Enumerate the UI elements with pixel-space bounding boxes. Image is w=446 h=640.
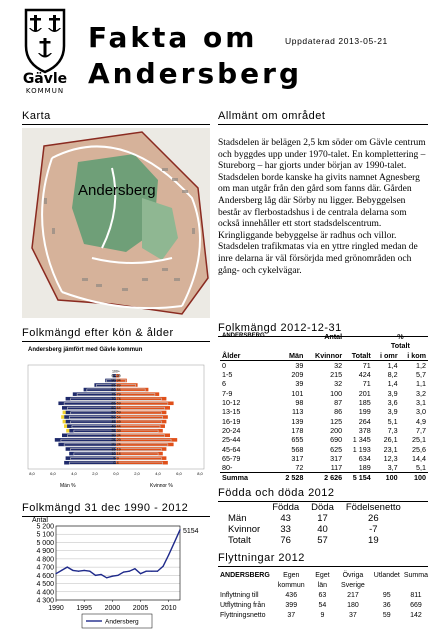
- births-cell: 19: [368, 535, 379, 546]
- population-cell: 113: [291, 407, 304, 417]
- line-point: [146, 571, 147, 572]
- moving-col-header: Summa: [403, 572, 428, 579]
- line-point: [123, 571, 124, 572]
- pyramid-bar-women: [116, 456, 166, 460]
- crest-icon: [22, 8, 68, 74]
- table-row: [218, 601, 430, 611]
- line-ytick-label: 4 900: [36, 548, 54, 556]
- moving-col-header: Övriga Sverige: [341, 572, 365, 589]
- general-text: [218, 138, 428, 277]
- moving-cell: Inflyttning till: [220, 592, 259, 599]
- pyramid-tick-label: 4,0: [71, 471, 77, 476]
- pyramid-tick-label: 2,0: [92, 471, 98, 476]
- population-cell: 26,1: [383, 435, 398, 445]
- population-cell: 23,1: [383, 444, 398, 454]
- population-cell: 5,1: [387, 416, 398, 426]
- births-cell: 40: [317, 524, 328, 535]
- pyramid-bar-men: [69, 452, 116, 456]
- population-cell: 100: [330, 388, 343, 398]
- pyramid-age-label: 95-99: [111, 374, 121, 379]
- pyramid-bar-men: [66, 447, 116, 451]
- pyramid-age-label: 60-64: [111, 406, 121, 411]
- population-cell: 32: [334, 379, 343, 389]
- pyramid-tick-label: 2,0: [134, 471, 140, 476]
- population-cell: 1 345: [352, 435, 371, 445]
- population-cell: 5,7: [416, 370, 426, 380]
- pyramid-bar-women: [116, 461, 168, 465]
- pyramid-age-label: 65-69: [111, 401, 121, 406]
- table-row: [218, 591, 430, 601]
- table-row: [220, 445, 428, 454]
- line-point: [174, 542, 175, 543]
- population-sum-cell: 100: [385, 473, 398, 483]
- pyramid-bar-women: [116, 424, 165, 428]
- pyramid-highlight-men: [63, 420, 66, 424]
- pyramid-bar-women: [116, 443, 174, 447]
- logo-subtext: KOMMUN: [25, 87, 65, 95]
- line-point: [129, 571, 130, 572]
- table-row: [222, 513, 407, 524]
- line-point: [72, 570, 73, 571]
- births-cell: -7: [369, 524, 378, 535]
- line-ytick-label: 5 100: [36, 531, 54, 539]
- logo-text: Gävle: [22, 71, 68, 87]
- population-cell: 25,6: [412, 444, 426, 454]
- pyramid-bar-men: [62, 406, 116, 410]
- births-cell: 33: [280, 524, 291, 535]
- general-paragraph-1: Stadsdelen är belägen 2,5 km söder om Gävle centrum och byggdes upp under 1970-talet. En komplettering – Stureborg – har gjorts under början av 1990-talet.: [218, 138, 426, 172]
- table-row: [220, 454, 428, 463]
- population-cell: 117: [330, 463, 343, 473]
- table-row: [220, 417, 428, 426]
- moving-cell: 142: [410, 612, 422, 619]
- moving-table: [218, 571, 430, 621]
- population-cell: 71: [362, 360, 371, 370]
- pyramid-bar-men: [73, 392, 116, 396]
- births-cell: 17: [317, 513, 328, 524]
- population-cell: 39: [295, 360, 304, 370]
- table-row: [218, 611, 430, 621]
- pyramid-bar-women: [116, 406, 170, 410]
- population-col-header: i kom: [407, 350, 426, 360]
- population-cell: 12,3: [383, 453, 398, 463]
- population-cell: 7,3: [387, 425, 398, 435]
- map-district-label: Andersberg: [78, 182, 156, 199]
- population-col-header: Ålder: [222, 350, 241, 360]
- population-sum-cell: Summa: [222, 473, 248, 483]
- population-cell: 125: [330, 416, 343, 426]
- population-cell: 10-12: [222, 398, 241, 408]
- births-cell: Totalt: [228, 535, 251, 546]
- table-row: [220, 360, 428, 370]
- municipality-logo: [22, 8, 68, 98]
- pyramid-bar-men: [67, 424, 116, 428]
- moving-cell: 63: [318, 592, 327, 599]
- population-cell: 201: [358, 388, 371, 398]
- line-point: [61, 570, 62, 571]
- table-row: [222, 524, 407, 535]
- line-xtick-label: 1995: [76, 605, 92, 612]
- pyramid-bar-women: [116, 397, 166, 401]
- pyramid-bar-women: [116, 392, 159, 396]
- table-row: [220, 463, 428, 473]
- pyramid-age-label: 20-24: [111, 442, 121, 447]
- pyramid-age-label: 30-34: [111, 433, 121, 438]
- line-chart: [22, 516, 210, 634]
- table-row: [220, 407, 428, 416]
- population-sum-cell: 100: [414, 473, 426, 483]
- moving-cell: 36: [382, 602, 391, 609]
- population-sum-cell: 5 154: [352, 473, 371, 483]
- line-ytick-label: 4 300: [36, 597, 54, 605]
- population-pct-header: %: [397, 332, 404, 341]
- pyramid-chart: [22, 345, 210, 493]
- births-section-title: Födda och döda 2012: [218, 487, 428, 502]
- moving-col-header: Utlandet: [373, 572, 400, 579]
- line-point: [67, 567, 68, 568]
- pyramid-section-title: Folkmängd efter kön & ålder: [22, 327, 210, 342]
- population-cell: 87: [334, 398, 343, 408]
- births-col-header: Döda: [311, 502, 334, 513]
- line-ytick-label: 4 500: [36, 581, 54, 589]
- population-cell: 1-5: [222, 370, 233, 380]
- moving-col-header: ANDERSBERG: [220, 572, 270, 579]
- population-cell: 199: [358, 407, 371, 417]
- table-row: [220, 398, 428, 407]
- pyramid-age-label: 85-89: [111, 383, 121, 388]
- pyramid-age-label: 50-54: [111, 415, 121, 420]
- pyramid-bar-men: [55, 438, 116, 442]
- population-cell: 6: [222, 379, 226, 389]
- line-ytick-label: 5 000: [36, 539, 54, 547]
- population-cell: 634: [358, 453, 371, 463]
- pyramid-bar-men: [58, 402, 116, 406]
- line-point: [55, 573, 56, 574]
- pyramid-bar-men: [69, 429, 116, 433]
- line-point: [162, 566, 163, 567]
- pyramid-bar-women: [116, 438, 177, 442]
- births-cell: 43: [280, 513, 291, 524]
- pyramid-age-label: 15-19: [111, 447, 121, 452]
- population-cell: 139: [291, 416, 304, 426]
- moving-col-header: Eget län: [315, 572, 330, 589]
- pyramid-age-label: 80-84: [111, 387, 121, 392]
- population-cell: 25-44: [222, 435, 241, 445]
- line-point: [157, 571, 158, 572]
- population-cell: 20-24: [222, 425, 241, 435]
- pyramid-bar-women: [116, 402, 174, 406]
- population-cell: 101: [291, 388, 304, 398]
- line-xtick-label: 1990: [48, 605, 64, 612]
- pyramid-highlight-men: [63, 411, 66, 415]
- line-legend-label: Andersberg: [105, 618, 139, 626]
- population-cell: 378: [358, 425, 371, 435]
- population-cell: 690: [330, 435, 343, 445]
- population-cell: 568: [291, 444, 304, 454]
- moving-section-title: Flyttningar 2012: [218, 552, 428, 567]
- population-cell: 625: [330, 444, 343, 454]
- line-point: [117, 575, 118, 576]
- population-cell: 1,2: [416, 360, 426, 370]
- population-cell: 4,9: [416, 416, 426, 426]
- pyramid-age-label: 45-49: [111, 419, 121, 424]
- pyramid-age-label: 35-39: [111, 429, 121, 433]
- births-col-header: Födelsenetto: [345, 502, 401, 513]
- population-sum-cell: 2 528: [285, 473, 304, 483]
- population-cell: 1,4: [387, 360, 398, 370]
- moving-cell: 669: [410, 602, 422, 609]
- line-ytick-label: 4 600: [36, 572, 54, 580]
- population-cell: 178: [291, 425, 304, 435]
- births-cell: 26: [368, 513, 379, 524]
- population-cell: 189: [358, 463, 371, 473]
- population-cell: 8,2: [387, 370, 398, 380]
- line-point: [89, 571, 90, 572]
- population-sum-cell: 2 626: [324, 473, 343, 483]
- line-point: [95, 575, 96, 576]
- population-cell: 3,1: [416, 398, 426, 408]
- moving-cell: 9: [320, 612, 325, 619]
- pyramid-bar-women: [116, 452, 163, 456]
- line-point: [179, 529, 180, 530]
- line-point: [134, 568, 135, 569]
- line-xtick-label: 2005: [132, 605, 149, 612]
- population-col-header: Män: [289, 350, 304, 360]
- table-row: [220, 379, 428, 388]
- population-totalt-header: Totalt: [390, 341, 410, 351]
- pyramid-chart-title: Andersberg jämfört med Gävle kommun: [28, 347, 143, 353]
- line-point: [140, 573, 141, 574]
- pyramid-bar-men: [64, 461, 119, 465]
- line-point: [168, 554, 169, 555]
- general-paragraph-2: Stadsdelen borde kanske ha givits namnet Agnesberg om man utgår från den gård som fanns där. Gården Andersberg låg där Sörby nu ligger. Bebyggelsen består av flerbostadshus i de centrala delarna som också innehåller ett stort stadsdelscentrum. Kringliggande bebyggelse är radhus och villor. Stadsdelen trafikmatas via en yttre ringled medan de inre delarna är väl försörjda med grönområden och gång- och cykelvägar.: [218, 172, 420, 276]
- population-caption: ANDERSBERG: [222, 333, 265, 339]
- pyramid-bar-women: [116, 411, 166, 415]
- population-cell: 25,1: [412, 435, 426, 445]
- population-cell: 1,4: [387, 379, 398, 389]
- table-row: [220, 370, 428, 379]
- population-cell: 5,1: [416, 463, 426, 473]
- pyramid-age-label: 10-14: [111, 451, 121, 456]
- line-plot: [22, 516, 210, 634]
- pyramid-age-label: 0-4: [113, 461, 119, 465]
- population-col-header: Kvinnor: [315, 350, 343, 360]
- pyramid-age-label: 100+: [111, 369, 121, 374]
- pyramid-highlight-men: [66, 429, 69, 433]
- births-table: [222, 502, 407, 546]
- line-ytick-label: 4 800: [36, 556, 54, 564]
- population-cell: 655: [291, 435, 304, 445]
- moving-cell: 37: [349, 612, 357, 619]
- pyramid-legend-men: Män %: [60, 483, 76, 489]
- moving-cell: 95: [382, 592, 391, 599]
- population-cell: 3,2: [416, 388, 426, 398]
- line-ylabel: Antal: [32, 517, 48, 524]
- table-row: [220, 389, 428, 398]
- births-cell: 76: [280, 535, 291, 546]
- line-xtick-label: 2010: [160, 605, 177, 612]
- line-point: [78, 571, 79, 572]
- pyramid-plot: [22, 345, 210, 493]
- pyramid-bar-women: [116, 420, 166, 424]
- population-cell: 215: [330, 370, 343, 380]
- moving-cell: 54: [318, 602, 327, 609]
- line-ytick-label: 4 400: [36, 589, 54, 597]
- table-row: [220, 435, 428, 444]
- moving-col-header: Egen kommun: [277, 572, 305, 589]
- population-cell: 45-64: [222, 444, 241, 454]
- line-point: [151, 571, 152, 572]
- pyramid-bar-women: [116, 447, 166, 451]
- pyramid-tick-label: 6,0: [50, 471, 56, 476]
- moving-cell: 59: [382, 612, 391, 619]
- population-cell: 98: [295, 398, 304, 408]
- moving-cell: 217: [347, 592, 359, 599]
- pyramid-age-label: 25-29: [111, 438, 121, 443]
- pyramid-legend-women: Kvinnor %: [150, 483, 173, 489]
- births-cell: Kvinnor: [228, 524, 261, 535]
- moving-cell: Utflyttning från: [220, 602, 266, 609]
- line-section-title: Folkmängd 31 dec 1990 - 2012: [22, 502, 210, 517]
- pyramid-bar-women: [116, 434, 170, 438]
- population-cell: 3,6: [387, 398, 398, 408]
- population-cell: 72: [295, 463, 304, 473]
- population-col-header: i omr: [380, 350, 398, 360]
- population-cell: 32: [334, 360, 343, 370]
- population-cell: 14,4: [412, 453, 426, 463]
- pyramid-highlight-men: [64, 424, 67, 428]
- births-col-header: [222, 502, 266, 513]
- table-row: [222, 535, 407, 546]
- line-end-label: 5154: [183, 527, 199, 535]
- population-cell: 317: [330, 453, 343, 463]
- population-cell: 13-15: [222, 407, 241, 417]
- pyramid-age-label: 75-79: [111, 392, 121, 397]
- moving-cell: 37: [287, 612, 296, 619]
- line-point: [100, 574, 101, 575]
- population-table: [220, 332, 428, 483]
- map-section-title: Karta: [22, 110, 210, 125]
- pyramid-bar-men: [66, 397, 116, 401]
- moving-cell: 811: [410, 592, 422, 599]
- line-point: [112, 576, 113, 577]
- population-cell: 1 193: [352, 444, 371, 454]
- population-cell: 264: [358, 416, 371, 426]
- population-cell: 317: [291, 453, 304, 463]
- pyramid-tick-label: 4,0: [155, 471, 161, 476]
- moving-cell: 436: [285, 592, 298, 599]
- district-map: [22, 128, 210, 318]
- moving-cell: 399: [285, 602, 298, 609]
- population-cell: 80-: [222, 463, 233, 473]
- moving-cell: Flyttningsnetto: [220, 612, 266, 619]
- pyramid-bar-men: [66, 420, 116, 424]
- pyramid-highlight-men: [61, 415, 64, 419]
- population-antal-header: Antal: [324, 332, 343, 341]
- line-point: [84, 570, 85, 571]
- pyramid-tick-label: 6,0: [176, 471, 182, 476]
- population-cell: 1,1: [416, 379, 426, 389]
- pyramid-age-label: 70-74: [111, 397, 121, 401]
- pyramid-bar-women: [116, 415, 168, 419]
- table-row: [220, 426, 428, 435]
- line-ytick-label: 5 200: [36, 523, 54, 531]
- pyramid-age-label: 5-9: [113, 456, 119, 461]
- pyramid-bar-women: [116, 388, 148, 392]
- pyramid-age-label: 90-94: [111, 378, 121, 383]
- line-xtick-label: 2000: [104, 605, 121, 612]
- population-col-header: Totalt: [351, 350, 371, 360]
- population-cell: 39: [295, 379, 304, 389]
- pyramid-bar-men: [66, 411, 116, 415]
- population-cell: 424: [358, 370, 371, 380]
- pyramid-bar-men: [62, 434, 116, 438]
- population-cell: 3,7: [387, 463, 398, 473]
- pyramid-age-label: 55-59: [111, 410, 121, 415]
- updated-date: Uppdaterad 2013-05-21: [285, 36, 388, 46]
- pyramid-tick-label: 8,0: [197, 471, 203, 476]
- pyramid-bar-women: [116, 429, 163, 433]
- population-cell: 3,0: [416, 407, 426, 417]
- population-cell: 7-9: [222, 388, 233, 398]
- population-cell: 16-19: [222, 416, 241, 426]
- population-section-title: Folkmängd 2012-12-31: [218, 322, 428, 337]
- population-cell: 200: [330, 425, 343, 435]
- line-series-andersberg: [56, 530, 180, 578]
- births-col-header: Födda: [272, 502, 300, 513]
- pyramid-tick-label: 0,0: [113, 471, 119, 476]
- general-section-title: Allmänt om området: [218, 110, 428, 125]
- page-title-line2: Andersberg: [88, 57, 302, 90]
- population-cell: 71: [362, 379, 371, 389]
- population-cell: 65-79: [222, 453, 241, 463]
- population-cell: 3,9: [387, 407, 398, 417]
- line-plot-frame: [56, 526, 180, 600]
- line-point: [106, 577, 107, 578]
- population-cell: 185: [358, 398, 371, 408]
- population-cell: 209: [291, 370, 304, 380]
- pyramid-age-label: 40-44: [111, 424, 121, 429]
- page-title-line1: Fakta om: [88, 21, 258, 54]
- population-cell: 3,9: [387, 388, 398, 398]
- pyramid-bar-men: [58, 443, 116, 447]
- population-cell: 0: [222, 360, 226, 370]
- population-cell: 86: [334, 407, 343, 417]
- births-cell: Män: [228, 513, 247, 524]
- line-ytick-label: 4 700: [36, 564, 54, 572]
- population-cell: 7,7: [416, 425, 426, 435]
- births-cell: 57: [317, 535, 328, 546]
- pyramid-bar-men: [64, 415, 116, 419]
- pyramid-tick-label: 8,0: [29, 471, 35, 476]
- moving-cell: 180: [347, 602, 359, 609]
